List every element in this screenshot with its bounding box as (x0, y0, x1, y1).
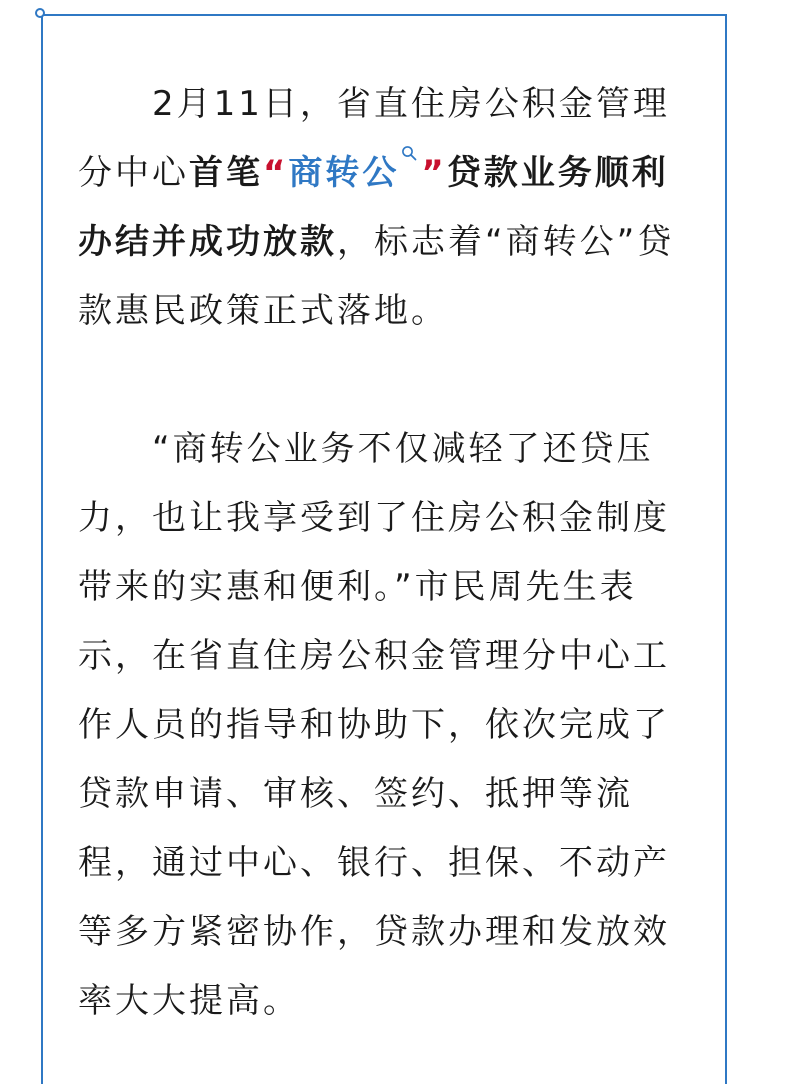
p1-text-1: 2月11日，省直住房公积金管理分中心 (78, 84, 670, 193)
frame-corner-dot (35, 8, 45, 18)
search-icon[interactable] (399, 139, 421, 173)
open-quote-mark: “ (263, 153, 289, 193)
term-link-shangzhuangong[interactable]: 商转公 (288, 153, 400, 193)
article-body (78, 70, 698, 1036)
paragraph-1 (78, 70, 698, 346)
p1-text-2: ，标志着“商转公”贷款惠民政策正式落地。 (78, 222, 675, 331)
paragraph-2 (78, 415, 698, 1036)
p1-emphasis-first: 首笔 (189, 153, 263, 193)
close-quote-mark: ” (421, 153, 447, 193)
p1-emphasis-headline: 贷款业务顺利办结并成功放款 (78, 153, 669, 262)
p2-text: “商转公业务不仅减轻了还贷压力，也让我享受到了住房公积金制度带来的实惠和便利。”市民周先生表示，在省直住房公积金管理分中心工作人员的指导和协助下，依次完成了贷款申请、审核、签约、抵押等流程，通过中心、银行、担保、不动产等多方紧密协作，贷款办理和发放效率大大提高。 (78, 429, 670, 1021)
